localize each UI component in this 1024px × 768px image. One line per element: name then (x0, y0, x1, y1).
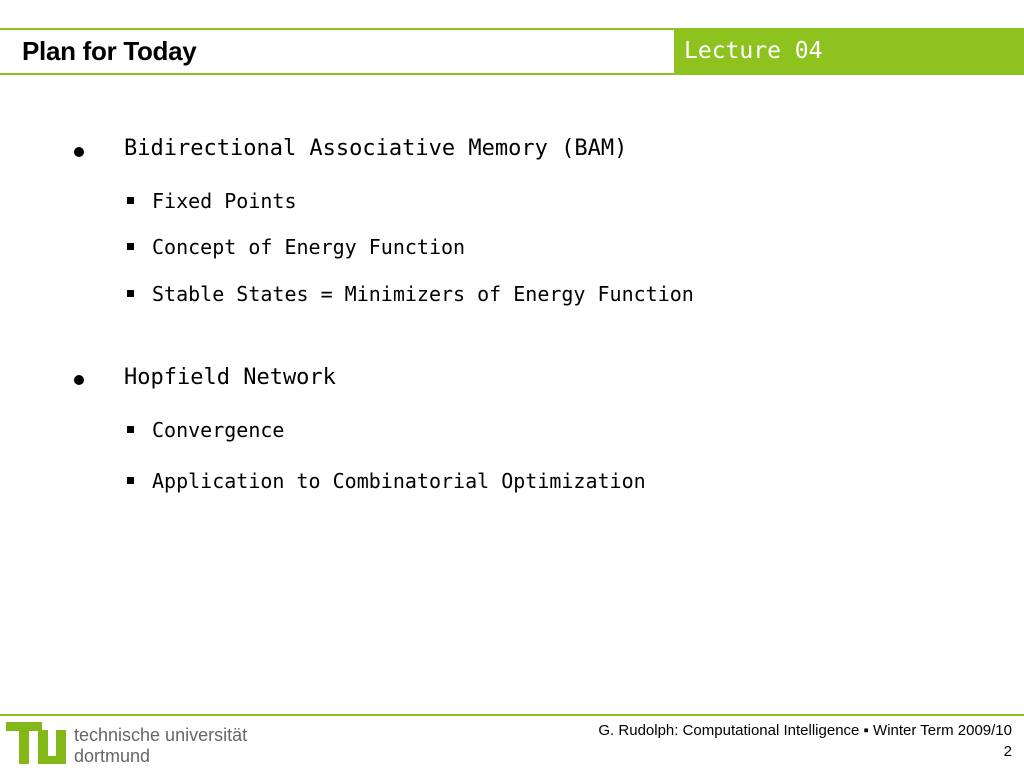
subitem-combinatorial-optimization: Application to Combinatorial Optimization (152, 469, 646, 493)
page-number: 2 (1003, 743, 1012, 760)
subitem-convergence: Convergence (152, 418, 285, 442)
header-bottom-rule (0, 73, 1024, 75)
bullet-dot (74, 147, 84, 157)
agenda-item-hopfield: Hopfield Network (124, 365, 336, 390)
bullet-square (127, 426, 134, 433)
footer-credit: G. Rudolph: Computational Intelligence ▪ Winter Term 2009/10 (598, 722, 1012, 739)
slide-title: Plan for Today (22, 36, 197, 66)
tu-logo-icon (6, 716, 68, 768)
bullet-square (127, 197, 134, 204)
subitem-fixed-points: Fixed Points (152, 189, 297, 213)
bullet-square (127, 243, 134, 250)
university-name-line1: technische universität (74, 725, 248, 745)
subitem-stable-states: Stable States = Minimizers of Energy Function (152, 282, 694, 306)
footer-rule (0, 714, 1024, 716)
agenda-item-bam: Bidirectional Associative Memory (BAM) (124, 136, 628, 161)
subitem-energy-function: Concept of Energy Function (152, 235, 466, 259)
bullet-square (127, 290, 134, 297)
bullet-dot (74, 375, 84, 385)
lecture-label: Lecture 04 (684, 38, 823, 64)
university-name-line2: dortmund (74, 746, 151, 766)
bullet-square (127, 477, 134, 484)
